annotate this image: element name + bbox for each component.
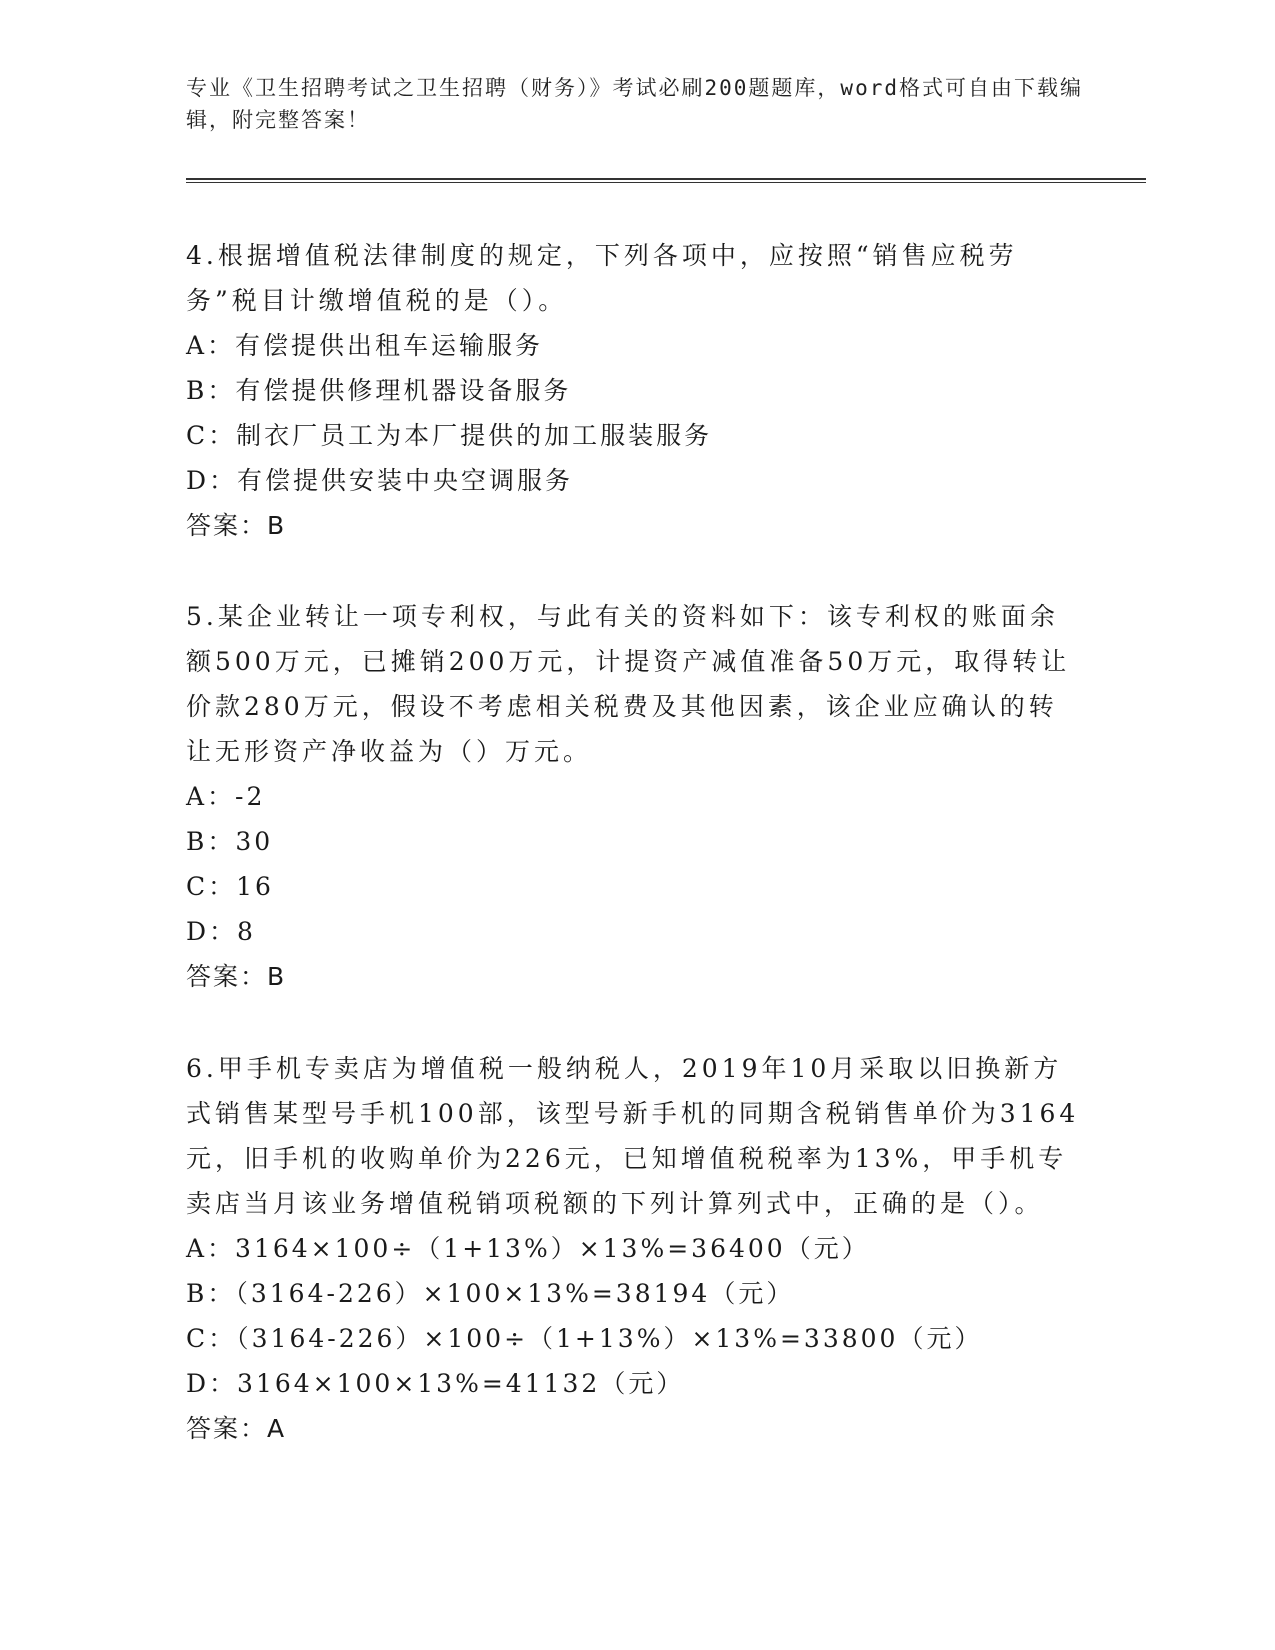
option-d: D：有偿提供安装中央空调服务 — [186, 466, 574, 495]
option-b: B：有偿提供修理机器设备服务 — [186, 376, 572, 405]
option-d: D：3164×100×13%=41132（元） — [186, 1369, 685, 1398]
answer-label: 答案：A — [186, 1414, 287, 1443]
question-5 — [186, 594, 1086, 1000]
answer-label: 答案：B — [186, 511, 287, 540]
question-stem: 5.某企业转让一项专利权，与此有关的资料如下：该专利权的账面余额500万元，已摊销200万元，计提资产减值准备50万元，取得转让价款280万元，假设不考虑相关税费及其他因素，该企业应确认的转让无形资产净收益为（）万元。 — [186, 602, 1071, 766]
option-c: C：16 — [186, 872, 274, 901]
option-a: A：-2 — [186, 782, 266, 811]
option-b: B：（3164-226）×100×13%=38194（元） — [186, 1279, 795, 1308]
question-stem: 4.根据增值税法律制度的规定，下列各项中，应按照“销售应税劳务”税目计缴增值税的是（）。 — [186, 241, 1018, 315]
question-stem: 6.甲手机专卖店为增值税一般纳税人，2019年10月采取以旧换新方式销售某型号手机100部，该型号新手机的同期含税销售单价为3164元，旧手机的收购单价为226元，已知增值税税率为13%，甲手机专卖店当月该业务增值税销项税额的下列计算列式中，正确的是（）。 — [186, 1054, 1080, 1218]
option-a: A：有偿提供出租车运输服务 — [186, 331, 544, 360]
option-c: C：（3164-226）×100÷（1+13%）×13%=33800（元） — [186, 1324, 983, 1353]
answer-label: 答案：B — [186, 962, 287, 991]
document-header: 专业《卫生招聘考试之卫生招聘（财务）》考试必刷200题题库，word格式可自由下载编辑，附完整答案！ — [186, 76, 1083, 132]
option-b: B：30 — [186, 827, 274, 856]
question-4 — [186, 233, 1086, 549]
option-d: D：8 — [186, 917, 256, 946]
header-divider — [186, 178, 1146, 183]
option-a: A：3164×100÷（1+13%）×13%=36400（元） — [186, 1234, 870, 1263]
question-6 — [186, 1046, 1086, 1452]
option-c: C：制衣厂员工为本厂提供的加工服装服务 — [186, 421, 713, 450]
